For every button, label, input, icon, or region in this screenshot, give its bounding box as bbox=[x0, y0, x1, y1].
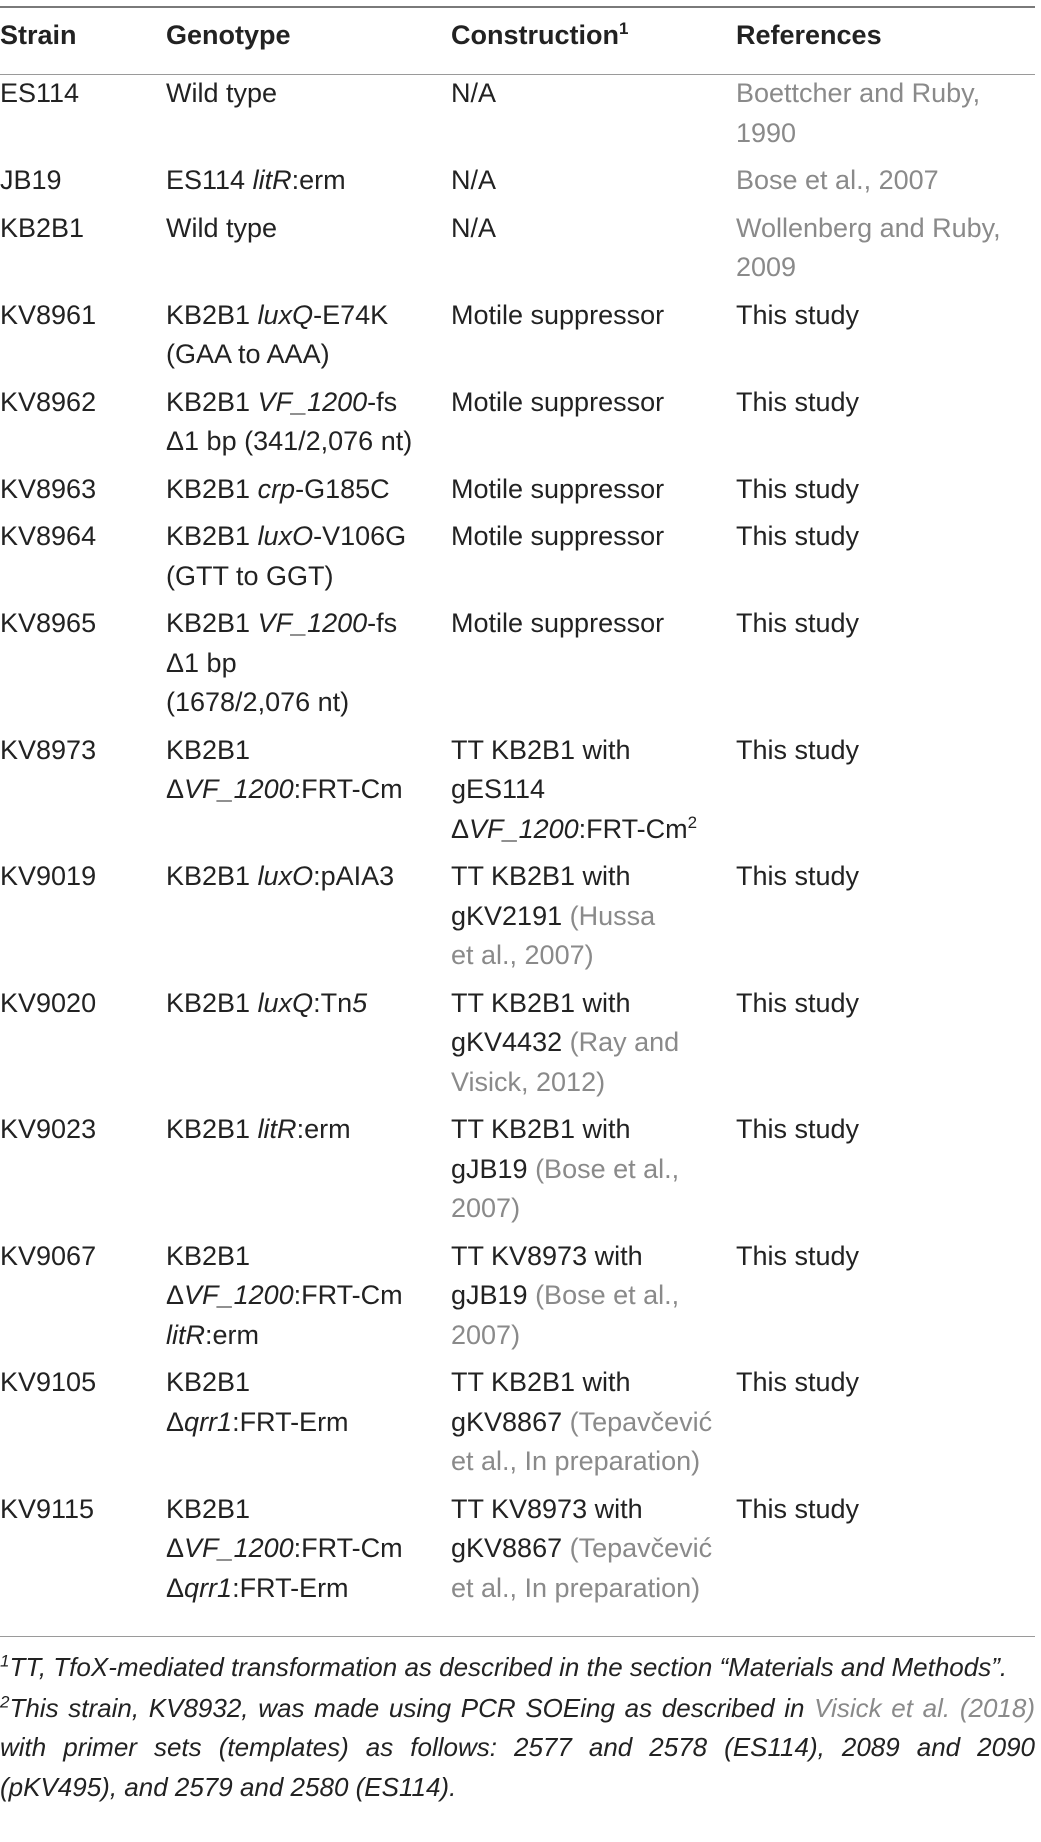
strain-name: KB2B1 bbox=[0, 212, 85, 243]
construction-line bbox=[451, 161, 736, 201]
cell-strain bbox=[0, 604, 166, 731]
genotype-text: KB2B1 bbox=[166, 1493, 251, 1524]
references-line bbox=[736, 1363, 1035, 1403]
strain-name: JB19 bbox=[0, 165, 62, 195]
cell-strain bbox=[0, 383, 166, 470]
strain-name: KV8963 bbox=[0, 473, 97, 504]
genotype-text: luxO bbox=[257, 521, 314, 551]
genotype-line bbox=[166, 470, 451, 510]
cell-strain bbox=[0, 517, 166, 604]
genotype-line bbox=[166, 383, 451, 423]
strain-name: KV8965 bbox=[0, 608, 97, 638]
genotype-line bbox=[166, 984, 451, 1024]
cell-construction bbox=[451, 984, 736, 1111]
cell-references bbox=[736, 604, 1035, 731]
references-line bbox=[736, 1110, 1035, 1150]
references-line bbox=[736, 248, 1035, 288]
genotype-text: VF_1200 bbox=[257, 386, 368, 417]
construction-line bbox=[451, 857, 736, 897]
genotype-text: (1678/2,076 nt) bbox=[166, 687, 350, 717]
genotype-text: -V106G bbox=[313, 521, 407, 551]
genotype-text: -E74K bbox=[313, 299, 389, 330]
genotype-text: qrr1 bbox=[184, 1572, 233, 1603]
construction-line bbox=[451, 1110, 736, 1150]
genotype-line bbox=[166, 731, 451, 771]
cell-references bbox=[736, 296, 1035, 383]
strain-name: KV8973 bbox=[0, 734, 97, 765]
genotype-text: KB2B1 bbox=[166, 861, 258, 891]
construction-text: Motile suppressor bbox=[451, 473, 665, 504]
construction-text: N/A bbox=[451, 78, 497, 108]
cell-references bbox=[736, 209, 1035, 296]
cell-construction bbox=[451, 161, 736, 209]
cell-construction bbox=[451, 1490, 736, 1617]
references-text: This study bbox=[736, 386, 860, 417]
genotype-text: :FRT-Erm bbox=[232, 1572, 349, 1603]
cell-genotype bbox=[166, 209, 451, 296]
construction-text: Motile suppressor bbox=[451, 521, 665, 551]
references-text: This study bbox=[736, 1493, 860, 1524]
references-line bbox=[736, 1237, 1035, 1277]
cell-genotype bbox=[166, 517, 451, 604]
table-body bbox=[0, 74, 1035, 1616]
cell-genotype bbox=[166, 1110, 451, 1237]
genotype-line bbox=[166, 770, 451, 810]
genotype-text: KB2B1 bbox=[166, 473, 258, 504]
genotype-line bbox=[166, 604, 451, 644]
header-construction: Construction$^1$ bbox=[451, 19, 629, 50]
cell-references bbox=[736, 1363, 1035, 1490]
genotype-line bbox=[166, 1110, 451, 1150]
strain-name: KV9105 bbox=[0, 1367, 97, 1397]
citation-link[interactable]: (Hussa bbox=[569, 900, 656, 931]
references-line bbox=[736, 517, 1035, 557]
citation-link[interactable]: (Tepavčević bbox=[569, 1533, 713, 1563]
references-text: This study bbox=[736, 299, 860, 330]
construction-text: gKV2191 bbox=[451, 900, 570, 931]
references-line bbox=[736, 383, 1035, 423]
genotype-line bbox=[166, 517, 451, 557]
table-row bbox=[0, 1237, 1035, 1364]
references-text: This study bbox=[736, 521, 860, 551]
cell-strain bbox=[0, 161, 166, 209]
citation-link[interactable]: et al., In preparation) bbox=[451, 1446, 701, 1476]
cell-strain bbox=[0, 984, 166, 1111]
genotype-line bbox=[166, 1276, 451, 1316]
cell-construction bbox=[451, 517, 736, 604]
genotype-text: litR bbox=[166, 1319, 205, 1350]
table-row bbox=[0, 517, 1035, 604]
footnote-2-citation-link[interactable]: Visick et al. (2018) bbox=[814, 1692, 1035, 1723]
citation-link[interactable]: 1990 bbox=[736, 117, 797, 148]
construction-line bbox=[451, 1442, 736, 1482]
cell-construction bbox=[451, 74, 736, 161]
genotype-text: :FRT-Erm bbox=[232, 1406, 349, 1437]
cell-strain bbox=[0, 857, 166, 984]
genotype-line bbox=[166, 1363, 451, 1403]
references-line bbox=[736, 731, 1035, 771]
table-row bbox=[0, 984, 1035, 1111]
genotype-text: qrr1 bbox=[184, 1406, 233, 1437]
cell-construction bbox=[451, 604, 736, 731]
genotype-text: Δ bbox=[166, 1533, 185, 1563]
construction-text: TT KB2B1 with bbox=[451, 734, 631, 765]
cell-strain bbox=[0, 470, 166, 518]
cell-genotype bbox=[166, 604, 451, 731]
citation-link[interactable]: Boettcher and Ruby, bbox=[736, 78, 981, 108]
construction-text: VF_1200 bbox=[469, 813, 579, 844]
genotype-line bbox=[166, 683, 451, 723]
construction-text: TT KV8973 with bbox=[451, 1493, 643, 1524]
citation-link[interactable]: 2007) bbox=[451, 1319, 521, 1350]
cell-strain bbox=[0, 1110, 166, 1237]
citation-link[interactable]: Bose et al., 2007 bbox=[736, 165, 939, 195]
construction-line bbox=[451, 984, 736, 1024]
cell-references bbox=[736, 1110, 1035, 1237]
genotype-text: VF_1200 bbox=[184, 774, 294, 804]
citation-link[interactable]: 2007) bbox=[451, 1193, 521, 1223]
references-line bbox=[736, 1490, 1035, 1530]
cell-references bbox=[736, 1490, 1035, 1617]
cell-construction bbox=[451, 296, 736, 383]
genotype-line bbox=[166, 422, 451, 462]
genotype-text: VF_1200 bbox=[184, 1280, 294, 1310]
strain-name: KV8964 bbox=[0, 521, 97, 551]
table-footnotes bbox=[0, 1648, 1035, 1808]
references-line bbox=[736, 209, 1035, 249]
genotype-line bbox=[166, 335, 451, 375]
genotype-text: Wild type bbox=[166, 78, 278, 108]
references-text: This study bbox=[736, 473, 860, 504]
construction-line bbox=[451, 1490, 736, 1530]
genotype-text: litR bbox=[252, 165, 292, 195]
strain-name: KV9023 bbox=[0, 1114, 97, 1144]
construction-line bbox=[451, 74, 736, 114]
cell-construction bbox=[451, 1363, 736, 1490]
genotype-text: litR bbox=[257, 1114, 297, 1144]
genotype-text: VF_1200 bbox=[184, 1533, 294, 1563]
cell-genotype bbox=[166, 857, 451, 984]
references-line bbox=[736, 161, 1035, 201]
cell-genotype bbox=[166, 1237, 451, 1364]
genotype-line bbox=[166, 644, 451, 684]
cell-references bbox=[736, 984, 1035, 1111]
footnote-1: $^1$TT, TfoX-mediated transformation as described in the section “Materials and Methods”. bbox=[0, 1651, 1008, 1682]
genotype-text: crp bbox=[257, 473, 296, 504]
construction-text: Motile suppressor bbox=[451, 299, 665, 330]
construction-text: Δ bbox=[451, 813, 470, 844]
cell-genotype bbox=[166, 74, 451, 161]
construction-text: N/A bbox=[451, 165, 497, 195]
cell-genotype bbox=[166, 383, 451, 470]
cell-genotype bbox=[166, 1490, 451, 1617]
table-bottom-rule bbox=[0, 1636, 1035, 1637]
genotype-text: luxQ bbox=[257, 987, 314, 1018]
genotype-text: 5 bbox=[352, 987, 368, 1018]
construction-line bbox=[451, 1150, 736, 1190]
genotype-text: :FRT-Cm bbox=[293, 1533, 403, 1563]
references-line bbox=[736, 984, 1035, 1024]
construction-text: TT KB2B1 with bbox=[451, 1367, 631, 1397]
citation-link[interactable]: et al., In preparation) bbox=[451, 1572, 701, 1603]
citation-link[interactable]: (Tepavčević bbox=[569, 1406, 713, 1437]
cell-construction bbox=[451, 731, 736, 858]
genotype-line bbox=[166, 209, 451, 249]
genotype-text: Δ bbox=[166, 774, 185, 804]
genotype-text: (GTT to GGT) bbox=[166, 560, 334, 591]
references-text: This study bbox=[736, 734, 860, 765]
construction-text: TT KB2B1 with bbox=[451, 1114, 631, 1144]
strain-name: ES114 bbox=[0, 78, 80, 108]
genotype-text: KB2B1 bbox=[166, 1367, 251, 1397]
cell-construction bbox=[451, 470, 736, 518]
references-line bbox=[736, 296, 1035, 336]
references-text: This study bbox=[736, 1367, 860, 1397]
genotype-text: :erm bbox=[296, 1114, 351, 1144]
citation-link[interactable]: (Bose et al., bbox=[535, 1153, 680, 1184]
table-row bbox=[0, 1363, 1035, 1490]
strain-name: KV9067 bbox=[0, 1240, 97, 1271]
footnote-marker: 2 bbox=[687, 812, 698, 832]
construction-text: TT KB2B1 with bbox=[451, 987, 631, 1018]
construction-line bbox=[451, 1316, 736, 1356]
genotype-line bbox=[166, 1316, 451, 1356]
table-header-row bbox=[0, 16, 1035, 74]
construction-text: N/A bbox=[451, 212, 497, 243]
cell-references bbox=[736, 1237, 1035, 1364]
cell-construction bbox=[451, 1110, 736, 1237]
genotype-text: luxO bbox=[257, 861, 314, 891]
cell-references bbox=[736, 731, 1035, 858]
table-row bbox=[0, 161, 1035, 209]
footnote-2: $^2$This strain, KV8932, was made using PCR SOEing as described in Visick et al. (2018) with primer sets (templates) as follows: 2577 and 2578 (ES114), 2089 and 2090 (pKV495), and 2579 and 2580 (ES114). bbox=[0, 1691, 1035, 1802]
cell-construction bbox=[451, 1237, 736, 1364]
references-text: This study bbox=[736, 1114, 860, 1144]
strain-name: KV8961 bbox=[0, 299, 97, 330]
construction-line bbox=[451, 731, 736, 771]
construction-line bbox=[451, 517, 736, 557]
construction-text: :FRT-Cm bbox=[578, 813, 688, 844]
genotype-text: KB2B1 bbox=[166, 734, 251, 765]
genotype-text: :FRT-Cm bbox=[293, 1280, 403, 1310]
genotype-text: Δ bbox=[166, 1572, 185, 1603]
genotype-line bbox=[166, 1490, 451, 1530]
construction-line bbox=[451, 1023, 736, 1063]
genotype-text: -G185C bbox=[295, 473, 390, 504]
citation-link[interactable]: (Bose et al., bbox=[535, 1280, 680, 1310]
cell-genotype bbox=[166, 984, 451, 1111]
genotype-text: :pAIA3 bbox=[313, 861, 395, 891]
construction-line bbox=[451, 1569, 736, 1609]
header-references: References bbox=[736, 20, 882, 50]
genotype-text: KB2B1 bbox=[166, 386, 258, 417]
strains-table bbox=[0, 16, 1035, 1616]
cell-strain bbox=[0, 1490, 166, 1617]
genotype-line bbox=[166, 1237, 451, 1277]
genotype-line bbox=[166, 1529, 451, 1569]
references-text: This study bbox=[736, 1240, 860, 1271]
cell-construction bbox=[451, 857, 736, 984]
cell-references bbox=[736, 857, 1035, 984]
genotype-line bbox=[166, 1569, 451, 1609]
citation-link[interactable]: (Ray and bbox=[569, 1027, 680, 1057]
cell-references bbox=[736, 383, 1035, 470]
genotype-text: :Tn bbox=[313, 987, 353, 1018]
construction-line bbox=[451, 1189, 736, 1229]
genotype-text: KB2B1 bbox=[166, 987, 258, 1018]
cell-genotype bbox=[166, 731, 451, 858]
genotype-text: Δ1 bp (341/2,076 nt) bbox=[166, 426, 413, 456]
references-text: This study bbox=[736, 987, 860, 1018]
strain-name: KV9019 bbox=[0, 861, 97, 891]
genotype-text: ES114 bbox=[166, 165, 253, 195]
citation-link[interactable]: Wollenberg and Ruby, bbox=[736, 212, 1001, 243]
header-footnote-marker: 1 bbox=[619, 19, 629, 38]
construction-line bbox=[451, 383, 736, 423]
construction-line bbox=[451, 1363, 736, 1403]
genotype-text: Wild type bbox=[166, 212, 278, 243]
construction-text: gKV8867 bbox=[451, 1406, 570, 1437]
cell-construction bbox=[451, 383, 736, 470]
strain-name: KV9115 bbox=[0, 1493, 95, 1524]
genotype-text: KB2B1 bbox=[166, 1240, 251, 1271]
citation-link[interactable]: 2009 bbox=[736, 252, 797, 282]
construction-line bbox=[451, 1403, 736, 1443]
cell-strain bbox=[0, 1237, 166, 1364]
genotype-line bbox=[166, 74, 451, 114]
references-line bbox=[736, 74, 1035, 114]
genotype-text: KB2B1 bbox=[166, 521, 258, 551]
construction-line bbox=[451, 1529, 736, 1569]
cell-genotype bbox=[166, 161, 451, 209]
genotype-text: VF_1200 bbox=[257, 608, 368, 638]
construction-line bbox=[451, 470, 736, 510]
construction-text: gES114 bbox=[451, 774, 546, 804]
cell-genotype bbox=[166, 1363, 451, 1490]
construction-text: gJB19 bbox=[451, 1153, 536, 1184]
construction-line bbox=[451, 810, 736, 850]
genotype-text: :FRT-Cm bbox=[293, 774, 403, 804]
header-strain: Strain bbox=[0, 20, 77, 50]
cell-strain bbox=[0, 296, 166, 383]
genotype-text: Δ1 bp bbox=[166, 647, 237, 678]
references-line bbox=[736, 114, 1035, 154]
genotype-line bbox=[166, 161, 451, 201]
references-line bbox=[736, 470, 1035, 510]
table-row bbox=[0, 296, 1035, 383]
genotype-line bbox=[166, 296, 451, 336]
references-line bbox=[736, 604, 1035, 644]
table-top-rule bbox=[0, 6, 1035, 8]
table-row bbox=[0, 604, 1035, 731]
table-row bbox=[0, 209, 1035, 296]
construction-text: gKV8867 bbox=[451, 1533, 570, 1563]
cell-strain bbox=[0, 74, 166, 161]
construction-line bbox=[451, 209, 736, 249]
genotype-text: -fs bbox=[367, 608, 398, 638]
genotype-text: KB2B1 bbox=[166, 1114, 258, 1144]
construction-line bbox=[451, 296, 736, 336]
citation-link[interactable]: Visick, 2012) bbox=[451, 1066, 606, 1097]
construction-text: gJB19 bbox=[451, 1280, 536, 1310]
cell-strain bbox=[0, 731, 166, 858]
strain-name: KV9020 bbox=[0, 987, 97, 1018]
table-row bbox=[0, 857, 1035, 984]
construction-text: Motile suppressor bbox=[451, 386, 665, 417]
genotype-text: luxQ bbox=[257, 299, 314, 330]
table-row bbox=[0, 731, 1035, 858]
genotype-text: KB2B1 bbox=[166, 299, 258, 330]
construction-line bbox=[451, 1237, 736, 1277]
cell-genotype bbox=[166, 470, 451, 518]
genotype-line bbox=[166, 1403, 451, 1443]
construction-line bbox=[451, 604, 736, 644]
genotype-text: :erm bbox=[291, 165, 346, 195]
cell-references bbox=[736, 161, 1035, 209]
construction-line bbox=[451, 936, 736, 976]
construction-line bbox=[451, 1063, 736, 1103]
table-row bbox=[0, 1490, 1035, 1617]
references-line bbox=[736, 857, 1035, 897]
header-genotype: Genotype bbox=[166, 20, 291, 50]
construction-line bbox=[451, 770, 736, 810]
construction-text: Motile suppressor bbox=[451, 608, 665, 638]
construction-text: TT KB2B1 with bbox=[451, 861, 631, 891]
construction-line bbox=[451, 897, 736, 937]
table-row bbox=[0, 74, 1035, 161]
construction-line bbox=[451, 1276, 736, 1316]
cell-references bbox=[736, 74, 1035, 161]
table-row bbox=[0, 383, 1035, 470]
construction-text: TT KV8973 with bbox=[451, 1240, 643, 1271]
genotype-line bbox=[166, 857, 451, 897]
citation-link[interactable]: et al., 2007) bbox=[451, 940, 594, 970]
genotype-text: (GAA to AAA) bbox=[166, 339, 330, 369]
strain-name: KV8962 bbox=[0, 386, 97, 417]
table-row bbox=[0, 470, 1035, 518]
genotype-text: KB2B1 bbox=[166, 608, 258, 638]
cell-genotype bbox=[166, 296, 451, 383]
references-text: This study bbox=[736, 861, 860, 891]
genotype-text: Δ bbox=[166, 1406, 185, 1437]
references-text: This study bbox=[736, 608, 860, 638]
cell-construction bbox=[451, 209, 736, 296]
cell-strain bbox=[0, 1363, 166, 1490]
genotype-line bbox=[166, 557, 451, 597]
cell-strain bbox=[0, 209, 166, 296]
genotype-text: :erm bbox=[205, 1319, 259, 1350]
cell-references bbox=[736, 470, 1035, 518]
cell-references bbox=[736, 517, 1035, 604]
genotype-text: -fs bbox=[367, 386, 398, 417]
construction-text: gKV4432 bbox=[451, 1027, 570, 1057]
table-row bbox=[0, 1110, 1035, 1237]
genotype-text: Δ bbox=[166, 1280, 185, 1310]
